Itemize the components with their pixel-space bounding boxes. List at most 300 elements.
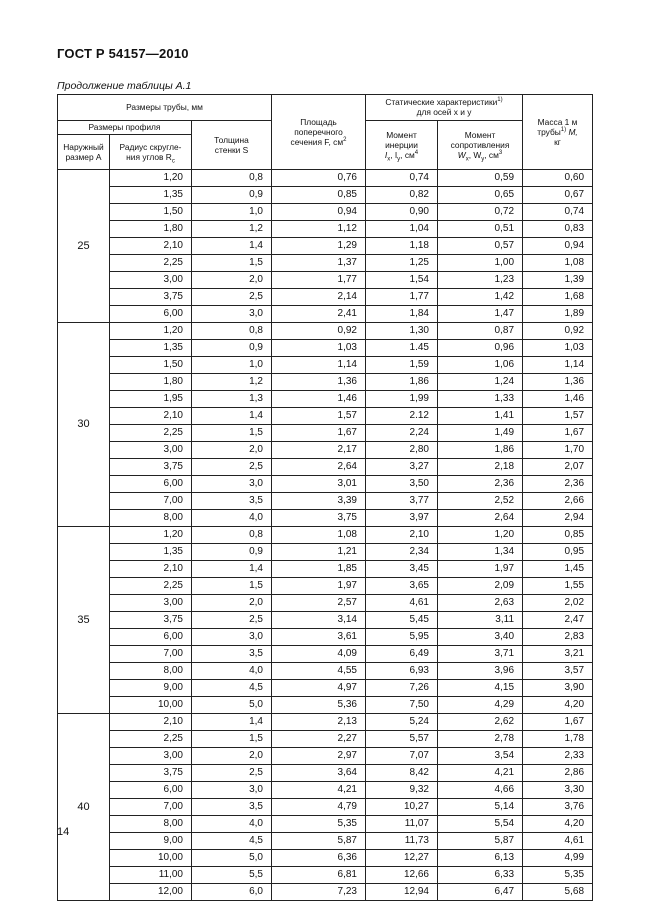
inertia-cell: 1,18 [366,238,438,255]
mass-cell: 1,36 [523,374,593,391]
mass-cell: 2,66 [523,493,593,510]
mass-cell: 5,68 [523,884,593,901]
corner-radius-cell: 3,75 [110,765,192,782]
table-row [58,680,593,697]
table-row [58,323,593,340]
table-row [58,221,593,238]
corner-radius-cell: 1,35 [110,187,192,204]
table-row [58,578,593,595]
mass-cell: 4,99 [523,850,593,867]
table-row [58,663,593,680]
corner-radius-cell: 6,00 [110,476,192,493]
area-cell: 1,03 [272,340,366,357]
table-row [58,187,593,204]
inertia-cell: 1,77 [366,289,438,306]
inertia-cell: 12,27 [366,850,438,867]
table-row [58,884,593,901]
resistance-cell: 6,47 [438,884,523,901]
area-cell: 1,36 [272,374,366,391]
inertia-cell: 7,07 [366,748,438,765]
corner-radius-cell: 12,00 [110,884,192,901]
table-row [58,748,593,765]
wall-thickness-cell: 2,5 [192,612,272,629]
resistance-cell: 0,87 [438,323,523,340]
table-row [58,374,593,391]
area-cell: 5,36 [272,697,366,714]
wall-thickness-cell: 1,3 [192,391,272,408]
wall-thickness-cell: 4,0 [192,816,272,833]
table-row [58,289,593,306]
corner-radius-cell: 2,25 [110,255,192,272]
table-row [58,204,593,221]
wall-thickness-cell: 0,9 [192,544,272,561]
inertia-cell: 3,50 [366,476,438,493]
corner-radius-cell: 1,50 [110,357,192,374]
wall-thickness-cell: 3,5 [192,646,272,663]
wall-thickness-cell: 0,9 [192,340,272,357]
area-cell: 2,27 [272,731,366,748]
mass-cell: 2,33 [523,748,593,765]
corner-radius-cell: 3,00 [110,595,192,612]
corner-radius-cell: 3,00 [110,748,192,765]
area-cell: 0,76 [272,170,366,187]
inertia-cell: 5,45 [366,612,438,629]
wall-thickness-cell: 3,5 [192,799,272,816]
wall-thickness-cell: 3,0 [192,782,272,799]
mass-cell: 3,30 [523,782,593,799]
area-cell: 2,14 [272,289,366,306]
table-row [58,527,593,544]
area-cell: 2,97 [272,748,366,765]
mass-cell: 3,21 [523,646,593,663]
inertia-cell: 7,50 [366,697,438,714]
pipe-dimensions-table [57,94,593,901]
table-row [58,799,593,816]
mass-cell: 1,67 [523,714,593,731]
mass-cell: 3,90 [523,680,593,697]
mass-cell: 0,94 [523,238,593,255]
corner-radius-cell: 1,80 [110,374,192,391]
wall-thickness-cell: 5,0 [192,697,272,714]
mass-cell: 1,46 [523,391,593,408]
inertia-cell: 1,04 [366,221,438,238]
table-row [58,306,593,323]
wall-thickness-cell: 6,0 [192,884,272,901]
resistance-cell: 1,41 [438,408,523,425]
wall-thickness-cell: 0,8 [192,527,272,544]
mass-cell: 2,07 [523,459,593,476]
mass-cell: 1,14 [523,357,593,374]
resistance-cell: 2,18 [438,459,523,476]
header-static-characteristics: Статические характеристики$^{1)}$ для осей x и y [366,95,523,121]
area-cell: 3,14 [272,612,366,629]
area-cell: 2,64 [272,459,366,476]
inertia-cell: 8,42 [366,765,438,782]
wall-thickness-cell: 0,9 [192,187,272,204]
mass-cell: 1,68 [523,289,593,306]
inertia-cell: 2,34 [366,544,438,561]
resistance-cell: 0,65 [438,187,523,204]
resistance-cell: 3,11 [438,612,523,629]
area-cell: 1,46 [272,391,366,408]
header-pipe-dimensions: Размеры трубы, мм [58,95,272,121]
area-cell: 1,37 [272,255,366,272]
wall-thickness-cell: 3,0 [192,629,272,646]
corner-radius-cell: 3,75 [110,612,192,629]
mass-cell: 0,74 [523,204,593,221]
corner-radius-cell: 9,00 [110,833,192,850]
outer-size-cell: 25 [58,170,110,323]
wall-thickness-cell: 1,2 [192,221,272,238]
inertia-cell: 10,27 [366,799,438,816]
area-cell: 1,67 [272,425,366,442]
table-row [58,544,593,561]
resistance-cell: 2,63 [438,595,523,612]
corner-radius-cell: 3,00 [110,272,192,289]
wall-thickness-cell: 1,0 [192,357,272,374]
table-row [58,476,593,493]
wall-thickness-cell: 3,0 [192,306,272,323]
header-resistance: Момент сопротивления $W_x$, $W_y$, $см^3$ [438,121,523,170]
corner-radius-cell: 6,00 [110,306,192,323]
wall-thickness-cell: 1,4 [192,714,272,731]
corner-radius-cell: 8,00 [110,663,192,680]
mass-cell: 0,85 [523,527,593,544]
table-row [58,408,593,425]
corner-radius-cell: 2,25 [110,578,192,595]
area-cell: 4,09 [272,646,366,663]
wall-thickness-cell: 2,5 [192,459,272,476]
wall-thickness-cell: 0,8 [192,170,272,187]
resistance-cell: 0,72 [438,204,523,221]
inertia-cell: 1,99 [366,391,438,408]
resistance-cell: 2,64 [438,510,523,527]
resistance-cell: 6,33 [438,867,523,884]
table-row [58,425,593,442]
corner-radius-cell: 9,00 [110,680,192,697]
area-cell: 3,64 [272,765,366,782]
corner-radius-cell: 10,00 [110,697,192,714]
header-corner-radius: Радиус скругле- ния углов $R_c$ [110,135,192,170]
inertia-cell: 1,25 [366,255,438,272]
table-row [58,833,593,850]
area-cell: 1,85 [272,561,366,578]
resistance-cell: 3,71 [438,646,523,663]
inertia-cell: 5,57 [366,731,438,748]
wall-thickness-cell: 5,0 [192,850,272,867]
outer-size-cell: 35 [58,527,110,714]
mass-cell: 0,92 [523,323,593,340]
inertia-cell: 6,49 [366,646,438,663]
mass-cell: 1,39 [523,272,593,289]
area-cell: 2,57 [272,595,366,612]
table-row [58,714,593,731]
corner-radius-cell: 1,35 [110,544,192,561]
mass-cell: 2,47 [523,612,593,629]
resistance-cell: 2,09 [438,578,523,595]
resistance-cell: 4,29 [438,697,523,714]
table-row [58,765,593,782]
table-row [58,816,593,833]
area-cell: 4,55 [272,663,366,680]
table-body [58,170,593,901]
wall-thickness-cell: 1,4 [192,238,272,255]
wall-thickness-cell: 0,8 [192,323,272,340]
inertia-cell: 5,95 [366,629,438,646]
table-row [58,612,593,629]
resistance-cell: 0,51 [438,221,523,238]
table-row [58,850,593,867]
table-row [58,782,593,799]
inertia-cell: 7,26 [366,680,438,697]
wall-thickness-cell: 4,5 [192,833,272,850]
area-cell: 0,92 [272,323,366,340]
wall-thickness-cell: 2,5 [192,765,272,782]
resistance-cell: 1,86 [438,442,523,459]
table-row [58,459,593,476]
corner-radius-cell: 2,10 [110,238,192,255]
resistance-cell: 2,36 [438,476,523,493]
standard-title: ГОСТ Р 54157—2010 [57,46,189,61]
mass-cell: 4,20 [523,816,593,833]
corner-radius-cell: 1,20 [110,527,192,544]
corner-radius-cell: 7,00 [110,493,192,510]
corner-radius-cell: 2,25 [110,731,192,748]
wall-thickness-cell: 2,0 [192,595,272,612]
inertia-cell: 1.45 [366,340,438,357]
inertia-cell: 3,97 [366,510,438,527]
table-row [58,442,593,459]
header-profile-dimensions: Размеры профиля [58,121,192,135]
inertia-cell: 3,65 [366,578,438,595]
corner-radius-cell: 1,50 [110,204,192,221]
header-area: Площадь поперечного сечения F, $см^2$ [272,95,366,170]
area-cell: 1,12 [272,221,366,238]
area-cell: 1,29 [272,238,366,255]
table-row [58,340,593,357]
wall-thickness-cell: 4,0 [192,510,272,527]
area-cell: 6,81 [272,867,366,884]
mass-cell: 2,83 [523,629,593,646]
resistance-cell: 5,14 [438,799,523,816]
wall-thickness-cell: 5,5 [192,867,272,884]
area-cell: 1,57 [272,408,366,425]
wall-thickness-cell: 2,0 [192,272,272,289]
mass-cell: 0,83 [523,221,593,238]
table-caption: Продолжение таблицы А.1 [57,80,192,92]
table-row [58,646,593,663]
area-cell: 2,13 [272,714,366,731]
inertia-cell: 3,27 [366,459,438,476]
table-row [58,357,593,374]
resistance-cell: 1,34 [438,544,523,561]
corner-radius-cell: 2,10 [110,714,192,731]
inertia-cell: 2,10 [366,527,438,544]
wall-thickness-cell: 1,4 [192,408,272,425]
resistance-cell: 1,33 [438,391,523,408]
table-row [58,391,593,408]
wall-thickness-cell: 4,0 [192,663,272,680]
corner-radius-cell: 3,75 [110,289,192,306]
inertia-cell: 11,07 [366,816,438,833]
resistance-cell: 5,54 [438,816,523,833]
corner-radius-cell: 7,00 [110,799,192,816]
table-row [58,255,593,272]
resistance-cell: 1,06 [438,357,523,374]
header-outer-size: Наружный размер A [58,135,110,170]
mass-cell: 1,67 [523,425,593,442]
mass-cell: 0,67 [523,187,593,204]
mass-cell: 1,89 [523,306,593,323]
resistance-cell: 4,15 [438,680,523,697]
page-number: 14 [57,826,70,838]
wall-thickness-cell: 1,4 [192,561,272,578]
resistance-cell: 3,96 [438,663,523,680]
wall-thickness-cell: 1,5 [192,578,272,595]
table-header [58,95,593,170]
table-row [58,170,593,187]
corner-radius-cell: 2,10 [110,561,192,578]
inertia-cell: 6,93 [366,663,438,680]
mass-cell: 5,35 [523,867,593,884]
resistance-cell: 2,62 [438,714,523,731]
inertia-cell: 3,77 [366,493,438,510]
corner-radius-cell: 3,75 [110,459,192,476]
inertia-cell: 0,82 [366,187,438,204]
wall-thickness-cell: 4,5 [192,680,272,697]
mass-cell: 0,95 [523,544,593,561]
corner-radius-cell: 11,00 [110,867,192,884]
table-row [58,731,593,748]
resistance-cell: 0,96 [438,340,523,357]
table-row [58,272,593,289]
corner-radius-cell: 6,00 [110,782,192,799]
table-row [58,629,593,646]
table-row [58,867,593,884]
area-cell: 7,23 [272,884,366,901]
corner-radius-cell: 1,80 [110,221,192,238]
area-cell: 1,97 [272,578,366,595]
resistance-cell: 1,20 [438,527,523,544]
header-wall-thickness: Толщина стенки S [192,121,272,170]
inertia-cell: 9,32 [366,782,438,799]
area-cell: 3,61 [272,629,366,646]
wall-thickness-cell: 1,2 [192,374,272,391]
inertia-cell: 1,59 [366,357,438,374]
area-cell: 5,87 [272,833,366,850]
mass-cell: 2,94 [523,510,593,527]
mass-cell: 2,86 [523,765,593,782]
resistance-cell: 2,52 [438,493,523,510]
mass-cell: 1,08 [523,255,593,272]
mass-cell: 4,61 [523,833,593,850]
mass-cell: 2,02 [523,595,593,612]
mass-cell: 1,57 [523,408,593,425]
area-cell: 0,85 [272,187,366,204]
wall-thickness-cell: 3,0 [192,476,272,493]
corner-radius-cell: 3,00 [110,442,192,459]
resistance-cell: 5,87 [438,833,523,850]
wall-thickness-cell: 1,5 [192,425,272,442]
table-row [58,561,593,578]
mass-cell: 1,45 [523,561,593,578]
inertia-cell: 3,45 [366,561,438,578]
corner-radius-cell: 8,00 [110,816,192,833]
resistance-cell: 6,13 [438,850,523,867]
wall-thickness-cell: 1,5 [192,731,272,748]
area-cell: 3,39 [272,493,366,510]
resistance-cell: 3,54 [438,748,523,765]
corner-radius-cell: 1,20 [110,170,192,187]
area-cell: 4,79 [272,799,366,816]
area-cell: 4,21 [272,782,366,799]
corner-radius-cell: 2,25 [110,425,192,442]
inertia-cell: 2,24 [366,425,438,442]
resistance-cell: 1,42 [438,289,523,306]
wall-thickness-cell: 2,0 [192,442,272,459]
area-cell: 0,94 [272,204,366,221]
inertia-cell: 5,24 [366,714,438,731]
area-cell: 1,08 [272,527,366,544]
inertia-cell: 12,66 [366,867,438,884]
wall-thickness-cell: 2,5 [192,289,272,306]
header-inertia: Момент инерции $I_x$, $I_y$, $см^4$ [366,121,438,170]
area-cell: 4,97 [272,680,366,697]
corner-radius-cell: 2,10 [110,408,192,425]
mass-cell: 1,70 [523,442,593,459]
corner-radius-cell: 1,20 [110,323,192,340]
inertia-cell: 4,61 [366,595,438,612]
area-cell: 3,75 [272,510,366,527]
resistance-cell: 1,97 [438,561,523,578]
mass-cell: 1,78 [523,731,593,748]
outer-size-cell: 30 [58,323,110,527]
resistance-cell: 0,59 [438,170,523,187]
resistance-cell: 1,23 [438,272,523,289]
area-cell: 3,01 [272,476,366,493]
inertia-cell: 2,80 [366,442,438,459]
inertia-cell: 11,73 [366,833,438,850]
mass-cell: 3,76 [523,799,593,816]
area-cell: 1,77 [272,272,366,289]
mass-cell: 3,57 [523,663,593,680]
mass-cell: 0,60 [523,170,593,187]
wall-thickness-cell: 3,5 [192,493,272,510]
inertia-cell: 1,30 [366,323,438,340]
inertia-cell: 1,54 [366,272,438,289]
table-row [58,510,593,527]
corner-radius-cell: 6,00 [110,629,192,646]
area-cell: 5,35 [272,816,366,833]
inertia-cell: 12,94 [366,884,438,901]
resistance-cell: 1,47 [438,306,523,323]
inertia-cell: 1,86 [366,374,438,391]
mass-cell: 4,20 [523,697,593,714]
resistance-cell: 3,40 [438,629,523,646]
resistance-cell: 4,21 [438,765,523,782]
corner-radius-cell: 10,00 [110,850,192,867]
resistance-cell: 1,49 [438,425,523,442]
area-cell: 2,41 [272,306,366,323]
table-row [58,595,593,612]
wall-thickness-cell: 1,5 [192,255,272,272]
inertia-cell: 0,90 [366,204,438,221]
mass-cell: 2,36 [523,476,593,493]
table-row [58,493,593,510]
resistance-cell: 1,24 [438,374,523,391]
resistance-cell: 1,00 [438,255,523,272]
corner-radius-cell: 7,00 [110,646,192,663]
